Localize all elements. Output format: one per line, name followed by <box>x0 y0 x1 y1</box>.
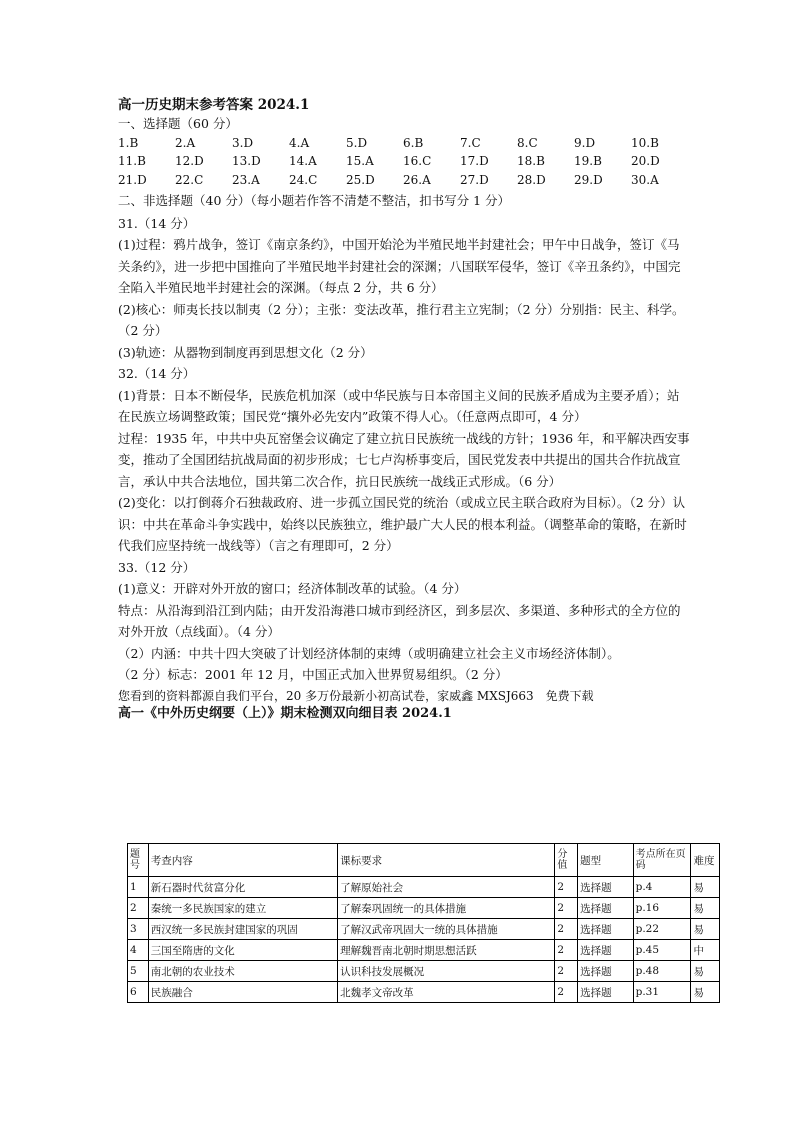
cell-number: 1 <box>128 877 149 898</box>
answer-item: 18.B <box>517 154 545 168</box>
answer-item: 1.B <box>118 135 139 150</box>
cell-type: 选择题 <box>578 982 633 1003</box>
cell-difficulty: 易 <box>691 898 720 919</box>
cell-page: p.31 <box>633 982 691 1003</box>
table-row <box>128 919 720 940</box>
cell-difficulty: 易 <box>691 982 720 1003</box>
cell-number: 5 <box>128 961 149 982</box>
cell-difficulty: 易 <box>691 877 720 898</box>
question-number: 32.（14 分） <box>118 366 196 381</box>
cell-page: p.16 <box>633 898 691 919</box>
header-difficulty: 难度 <box>691 844 720 877</box>
answer-item: 2.A <box>175 135 196 150</box>
answer-paragraph: （2）内涵：中共十四大突破了计划经济体制的束缚（或明确建立社会主义市场经济体制）。 <box>118 645 620 661</box>
answer-paragraph: (2)核心：师夷长技以制夷（2 分）；主张：变法改革，推行君主立宪制；（2 分）分别指：民主、科学。（2 分） <box>118 301 685 338</box>
answer-paragraph: (3)轨迹：从器物到制度再到思想文化（2 分） <box>118 344 373 360</box>
cell-score: 2 <box>555 940 578 961</box>
answer-item: 24.C <box>289 172 318 187</box>
answer-row <box>118 134 690 153</box>
header-standard: 课标要求 <box>338 844 555 877</box>
cell-type: 选择题 <box>578 961 633 982</box>
answer-item: 13.D <box>232 154 261 168</box>
cell-type: 选择题 <box>578 898 633 919</box>
cell-content: 秦统一多民族国家的建立 <box>148 898 337 919</box>
answer-item: 28.D <box>517 172 546 187</box>
cell-content: 新石器时代贫富分化 <box>148 877 337 898</box>
answer-item: 14.A <box>289 154 317 168</box>
header-type: 题型 <box>578 844 633 877</box>
cell-type: 选择题 <box>578 940 633 961</box>
answer-paragraph: (1)意义：开辟对外开放的窗口；经济体制改革的试验。（4 分） <box>118 581 467 596</box>
cell-page: p.4 <box>633 877 691 898</box>
cell-standard: 北魏孝文帝改革 <box>338 982 555 1003</box>
answer-row <box>118 171 690 190</box>
answer-item: 15.A <box>346 154 374 168</box>
answer-item: 17.D <box>460 154 489 168</box>
table-row <box>128 982 720 1003</box>
answer-item: 26.A <box>403 172 431 187</box>
table-title: 高一《中外历史纲要（上）》期末检测双向细目表 2024.1 <box>118 705 452 721</box>
table-header-row <box>128 844 720 877</box>
answer-item: 21.D <box>118 172 147 187</box>
cell-difficulty: 中 <box>691 940 720 961</box>
header-number: 题号 <box>128 844 149 877</box>
header-page: 考点所在页码 <box>633 844 691 877</box>
cell-type: 选择题 <box>578 919 633 940</box>
answer-item: 19.B <box>574 154 602 168</box>
header-score: 分值 <box>555 844 578 877</box>
cell-score: 2 <box>555 898 578 919</box>
cell-content: 南北朝的农业技术 <box>148 961 337 982</box>
answer-paragraph: （2 分）标志：2001 年 12 月，中国正式加入世界贸易组织。（2 分） <box>118 667 508 682</box>
answer-key <box>118 96 690 723</box>
answer-item: 10.B <box>631 135 659 150</box>
answer-item: 5.D <box>346 135 368 150</box>
cell-page: p.22 <box>633 919 691 940</box>
promo-notice: 您看到的资料都源自我们平台，20 多万份最新小初高试卷，家威鑫 MXSJ663 免费下载 <box>118 688 594 703</box>
cell-type: 选择题 <box>578 877 633 898</box>
choice-header: 一、选择题（60 分） <box>118 116 238 131</box>
doc-title: 高一历史期末参考答案 2024.1 <box>118 97 310 113</box>
cell-standard: 了解秦巩固统一的具体措施 <box>338 898 555 919</box>
answer-item: 3.D <box>232 135 254 150</box>
answer-grid <box>118 134 690 190</box>
answer-item: 12.D <box>175 154 204 168</box>
table-row <box>128 961 720 982</box>
answer-item: 6.B <box>403 135 424 150</box>
answer-item: 23.A <box>232 172 260 187</box>
answer-paragraph: (1)背景：日本不断侵华，民族危机加深（或中华民族与日本帝国主义间的民族矛盾成为主要矛盾）；站在民族立场调整政策；国民党“攘外必先安内”政策不得人心。（任意两点即可，4 分） <box>118 387 680 424</box>
detail-table <box>127 843 720 1003</box>
answer-item: 7.C <box>460 135 481 150</box>
nonchoice-header: 二、非选择题（40 分）（每小题若作答不清楚不整洁，扣书写分 1 分） <box>118 193 511 208</box>
answer-item: 29.D <box>574 172 603 187</box>
cell-difficulty: 易 <box>691 961 720 982</box>
answer-paragraph: (1)过程：鸦片战争，签订《南京条约》，中国开始沦为半殖民地半封建社会；甲午中日战争，签订《马关条约》，进一步把中国推向了半殖民地半封建社会的深渊；八国联军侵华，签订《辛丑条约》，中国完全陷入半殖民地半封建社会的深渊。（每点 2 分，共 6 分） <box>118 237 681 295</box>
answer-item: 27.D <box>460 172 489 187</box>
header-content: 考查内容 <box>148 844 337 877</box>
cell-page: p.48 <box>633 961 691 982</box>
table-row <box>128 898 720 919</box>
answer-paragraph: 特点：从沿海到沿江到内陆；由开发沿海港口城市到经济区，到多层次、多渠道、多种形式的全方位的对外开放（点线面）。（4 分） <box>118 602 681 639</box>
cell-standard: 了解汉武帝巩固大一统的具体措施 <box>338 919 555 940</box>
question-number: 31.（14 分） <box>118 215 196 231</box>
cell-standard: 了解原始社会 <box>338 877 555 898</box>
cell-number: 4 <box>128 940 149 961</box>
table-row <box>128 940 720 961</box>
answer-paragraph: 过程：1935 年，中共中央瓦窑堡会议确定了建立抗日民族统一战线的方针；1936 年，和平解决西安事变，推动了全国团结抗战局面的初步形成；七七卢沟桥事变后，国民党发表中共提出的国共合作抗战宣言，承认中共合法地位，国共第二次合作，抗日民族统一战线正式形成。（6 分） <box>118 430 690 489</box>
cell-score: 2 <box>555 919 578 940</box>
cell-page: p.45 <box>633 940 691 961</box>
answer-item: 16.C <box>403 154 432 168</box>
cell-score: 2 <box>555 877 578 898</box>
cell-standard: 认识科技发展概况 <box>338 961 555 982</box>
answer-item: 22.C <box>175 172 204 187</box>
answer-row <box>118 152 690 171</box>
answer-item: 30.A <box>631 172 659 187</box>
cell-number: 3 <box>128 919 149 940</box>
cell-score: 2 <box>555 961 578 982</box>
table-row <box>128 877 720 898</box>
cell-number: 2 <box>128 898 149 919</box>
cell-content: 西汉统一多民族封建国家的巩固 <box>148 919 337 940</box>
answer-item: 20.D <box>631 154 660 168</box>
cell-content: 民族融合 <box>148 982 337 1003</box>
question-number: 33.（12 分） <box>118 559 196 575</box>
answer-item: 8.C <box>517 135 538 150</box>
cell-number: 6 <box>128 982 149 1003</box>
answer-item: 25.D <box>346 172 375 187</box>
answer-item: 4.A <box>289 135 310 150</box>
cell-difficulty: 易 <box>691 919 720 940</box>
answer-item: 11.B <box>118 154 146 168</box>
cell-standard: 理解魏晋南北朝时期思想活跃 <box>338 940 555 961</box>
cell-score: 2 <box>555 982 578 1003</box>
cell-content: 三国至隋唐的文化 <box>148 940 337 961</box>
answer-paragraph: (2)变化：以打倒蒋介石独裁政府、进一步孤立国民党的统治（或成立民主联合政府为目标）。（2 分）认识：中共在革命斗争实践中，始终以民族独立，维护最广大人民的根本利益。（调整革命的策略，在新时代我们应坚持统一战线等）（言之有理即可，2 分） <box>118 495 687 553</box>
answer-item: 9.D <box>574 135 596 150</box>
